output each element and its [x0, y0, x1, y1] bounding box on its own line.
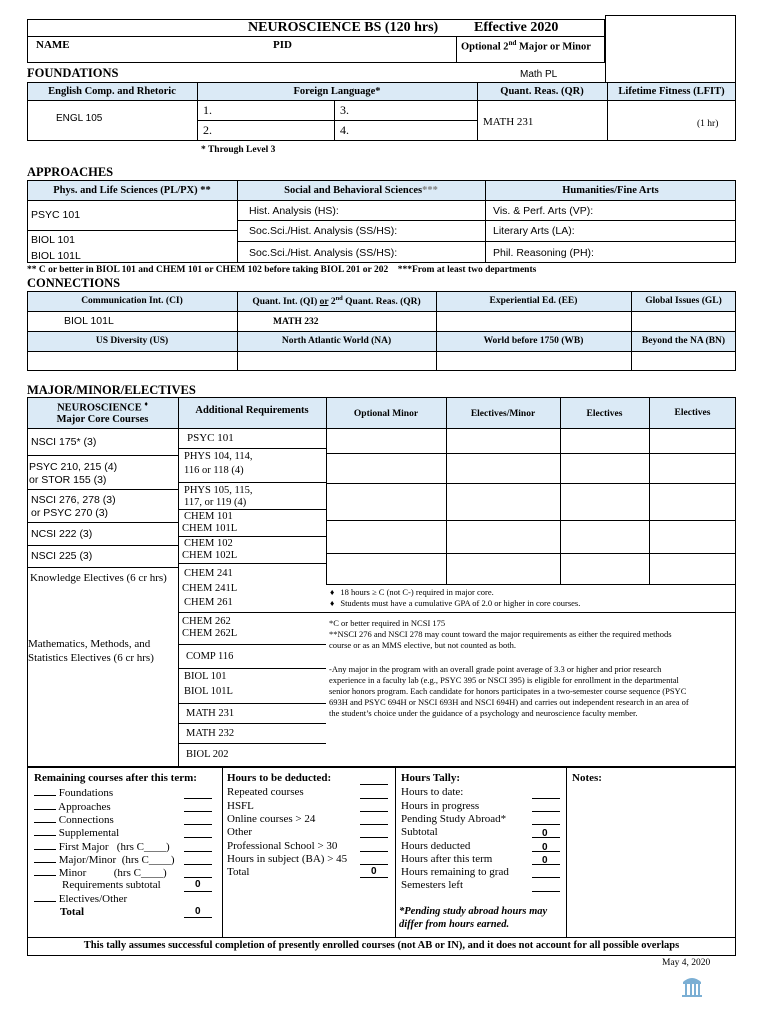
hours-deducted-value: 0 — [542, 842, 548, 853]
lfit-value: (1 hr) — [697, 119, 719, 129]
mms-electives-1: Mathematics, Methods, and — [28, 638, 151, 650]
quant-reas-header: Quant. Reas. (QR) — [500, 86, 584, 97]
add-phys-104b: 116 or 118 (4) — [184, 465, 244, 476]
ci-header: Communication Int. (CI) — [81, 296, 183, 306]
remaining-approaches: Approaches — [34, 800, 111, 813]
qi-header: Quant. Int. (QI) or 2nd Quant. Reas. (QR) — [252, 294, 421, 308]
requirements-subtotal: Requirements subtotal — [62, 879, 161, 891]
deducted-subject: Hours in subject (BA) > 45 — [227, 853, 348, 865]
page-title: NEUROSCIENCE BS (120 hrs) — [248, 20, 439, 35]
english-header: English Comp. and Rhetoric — [48, 86, 176, 97]
remaining-minor: Minor (hrs C____) — [34, 866, 167, 879]
deducted-header: Hours to be deducted: — [227, 772, 332, 784]
hours-subtotal-value: 0 — [542, 828, 548, 839]
core-nsci-276: NSCI 276, 278 (3) — [31, 494, 116, 506]
pending-note-1: *Pending study abroad hours may — [399, 906, 548, 917]
remaining-foundations: Foundations — [34, 786, 113, 799]
electives-minor-header: Electives/Minor — [470, 408, 536, 419]
knowledge-electives: Knowledge Electives (6 cr hrs) — [30, 572, 167, 584]
foreign-slot-1[interactable]: 1. — [203, 103, 212, 117]
us-header: US Diversity (US) — [95, 336, 169, 346]
add-chem-102l: CHEM 102L — [182, 550, 238, 561]
add-chem-102: CHEM 102 — [184, 538, 233, 549]
add-chem-241l: CHEM 241L — [182, 583, 238, 594]
add-chem-261: CHEM 261 — [184, 597, 233, 608]
approach-ss-hs-1[interactable]: Soc.Sci./Hist. Analysis (SS/HS): — [249, 225, 398, 237]
hours-pending-abroad: Pending Study Abroad* — [401, 813, 507, 825]
note-nsci-276b: course or as an MMS elective, but not counted as both. — [329, 640, 516, 650]
deducted-repeated: Repeated courses — [227, 786, 304, 798]
bn-header: Beyond the NA (BN) — [641, 336, 726, 346]
remaining-total-value: 0 — [195, 906, 201, 917]
core-nsci-175: NSCI 175* (3) — [31, 436, 97, 448]
requirements-subtotal-value: 0 — [195, 879, 201, 890]
add-phys-104: PHYS 104, 114, — [184, 451, 253, 462]
effective-date: Effective 2020 — [474, 20, 559, 35]
math-pl-label: Math PL — [520, 69, 558, 80]
deducted-hsfl: HSFL — [227, 800, 254, 812]
semesters-left: Semesters left — [401, 879, 464, 891]
header-side-box — [605, 15, 736, 85]
approaches-footnote: ** C or better in BIOL 101 and CHEM 101 or CHEM 102 before taking BIOL 201 or 202 ***From at least two departments — [27, 265, 537, 275]
name-label: NAME — [36, 39, 70, 51]
electives-header-2: Electives — [674, 407, 711, 418]
deducted-total-value: 0 — [371, 866, 377, 877]
pid-label: PID — [273, 39, 292, 51]
connections-heading: CONNECTIONS — [27, 276, 121, 290]
approaches-heading: APPROACHES — [27, 165, 114, 179]
add-phys-105b: 117, or 119 (4) — [184, 497, 247, 508]
add-math-231: MATH 231 — [186, 708, 235, 719]
approach-hs[interactable]: Hist. Analysis (HS): — [249, 205, 339, 217]
core-ncsi-222: NCSI 222 (3) — [31, 528, 93, 540]
gl-header: Global Issues (GL) — [645, 296, 722, 306]
add-biol-101l: BIOL 101L — [184, 686, 233, 697]
bullet-2: ♦ Students must have a cumulative GPA of 2.0 or higher in core courses. — [330, 598, 581, 608]
add-psyc-101: PSYC 101 — [187, 432, 234, 444]
add-biol-101: BIOL 101 — [184, 671, 227, 682]
optional-major-label: Optional 2nd Major or Minor — [461, 39, 591, 53]
quant-value: MATH 231 — [483, 116, 534, 128]
add-phys-105: PHYS 105, 115, — [184, 485, 253, 496]
remaining-total-label: Total — [60, 906, 85, 918]
wb-header: World before 1750 (WB) — [483, 336, 584, 346]
foreign-slot-4[interactable]: 4. — [340, 123, 349, 137]
note-honors-2: experience in a faculty lab (e.g., PSYC 395 or NSCI 395) is eligible for enrollment in the departmental — [329, 675, 679, 685]
remaining-header: Remaining courses after this term: — [34, 772, 197, 784]
add-chem-262: CHEM 262 — [182, 616, 231, 627]
deducted-other: Other — [227, 826, 253, 838]
lfit-header: Lifetime Fitness (LFIT) — [618, 86, 725, 97]
footer-date: May 4, 2020 — [662, 958, 711, 968]
foreign-slot-3[interactable]: 3. — [340, 103, 349, 117]
core-nsci-225: NSCI 225 (3) — [31, 550, 93, 562]
bullet-1: ♦ 18 hours ≥ C (not C-) required in major core. — [330, 587, 494, 597]
core-stor-155: or STOR 155 (3) — [29, 474, 107, 486]
major-heading: MAJOR/MINOR/ELECTIVES — [27, 383, 196, 397]
core-psyc-210: PSYC 210, 215 (4) — [29, 461, 118, 473]
hours-to-date: Hours to date: — [401, 786, 464, 798]
hours-after-term-value: 0 — [542, 855, 548, 866]
deducted-online: Online courses > 24 — [227, 813, 316, 825]
note-honors-3: senior honors program. Each candidate for honors participates in a two-semester course sequence (PSYC — [329, 686, 687, 696]
deducted-total-label: Total — [227, 866, 250, 878]
add-chem-262l: CHEM 262L — [182, 628, 238, 639]
remaining-major-minor: Major/Minor (hrs C____) — [34, 853, 175, 866]
notes-header: Notes: — [572, 772, 602, 784]
qi-value: MATH 232 — [273, 317, 319, 327]
approach-vp[interactable]: Vis. & Perf. Arts (VP): — [493, 205, 594, 217]
add-chem-241: CHEM 241 — [184, 568, 233, 579]
hours-deducted: Hours deducted — [401, 840, 471, 852]
hours-after-term: Hours after this term — [401, 853, 493, 865]
note-honors-5: the student’s choice under the guidance of a psychology and neuroscience faculty member. — [329, 708, 638, 718]
additional-req-header: Additional Requirements — [195, 405, 309, 416]
remaining-connections: Connections — [34, 813, 114, 826]
foundations-footnote: * Through Level 3 — [201, 145, 276, 155]
approach-ph[interactable]: Phil. Reasoning (PH): — [493, 247, 594, 259]
foreign-language-header: Foreign Language* — [293, 86, 381, 97]
hours-subtotal: Subtotal — [401, 826, 438, 838]
approach-pl-2: BIOL 101 — [31, 234, 75, 246]
approach-la[interactable]: Literary Arts (LA): — [493, 225, 575, 237]
add-chem-101l: CHEM 101L — [182, 523, 238, 534]
add-chem-101: CHEM 101 — [184, 511, 233, 522]
na-header: North Atlantic World (NA) — [281, 336, 392, 346]
note-nsci-276: **NSCI 276 and NSCI 278 may count toward the major requirements as either the required methods — [329, 629, 672, 639]
engl-value: ENGL 105 — [56, 113, 103, 124]
core-header: NEUROSCIENCE ♦ Major Core Courses — [56, 400, 149, 425]
electives-header-1: Electives — [586, 408, 623, 419]
phys-life-header: Phys. and Life Sciences (PL/PX) ** — [53, 185, 211, 196]
add-biol-202: BIOL 202 — [186, 749, 229, 760]
approach-pl-3: BIOL 101L — [31, 250, 81, 262]
mms-electives-2: Statistics Electives (6 cr hrs) — [28, 652, 154, 664]
deducted-professional: Professional School > 30 — [227, 840, 338, 852]
ee-header: Experiential Ed. (EE) — [489, 296, 578, 306]
add-comp-116: COMP 116 — [186, 651, 234, 662]
add-math-232: MATH 232 — [186, 728, 235, 739]
remaining-first-major: First Major (hrs C____) — [34, 840, 170, 853]
approach-pl-1: PSYC 101 — [31, 209, 81, 221]
core-psyc-270: or PSYC 270 (3) — [31, 507, 109, 519]
note-nsci-175: *C or better required in NCSI 175 — [329, 618, 446, 628]
social-behavioral-header: Social and Behavioral Sciences *** — [284, 185, 438, 196]
ci-value: BIOL 101L — [64, 315, 114, 327]
old-well-icon — [681, 974, 703, 998]
hours-in-progress: Hours in progress — [401, 800, 480, 812]
disclaimer: This tally assumes successful completion of presently enrolled courses (not AB or IN), and it does not account for all possible overlaps — [83, 940, 680, 951]
approach-ss-hs-2[interactable]: Soc.Sci./Hist. Analysis (SS/HS): — [249, 247, 398, 259]
foundations-heading: FOUNDATIONS — [27, 66, 119, 80]
note-honors-1: -Any major in the program with an overall grade point average of 3.3 or higher and prior research — [329, 664, 662, 674]
hours-remaining: Hours remaining to grad — [401, 866, 509, 878]
foreign-slot-2[interactable]: 2. — [203, 123, 212, 137]
remaining-supplemental: Supplemental — [34, 826, 119, 839]
note-honors-4: 693H and PSYC 694H or NSCI 693H and NSCI 694H) and carries out independent research in an area of — [329, 697, 689, 707]
remaining-electives: Electives/Other — [34, 892, 127, 905]
hours-header: Hours Tally: — [401, 772, 460, 784]
pending-note-2: differ from hours earned. — [399, 919, 510, 930]
optional-minor-header: Optional Minor — [353, 408, 419, 419]
humanities-header: Humanities/Fine Arts — [562, 185, 659, 196]
